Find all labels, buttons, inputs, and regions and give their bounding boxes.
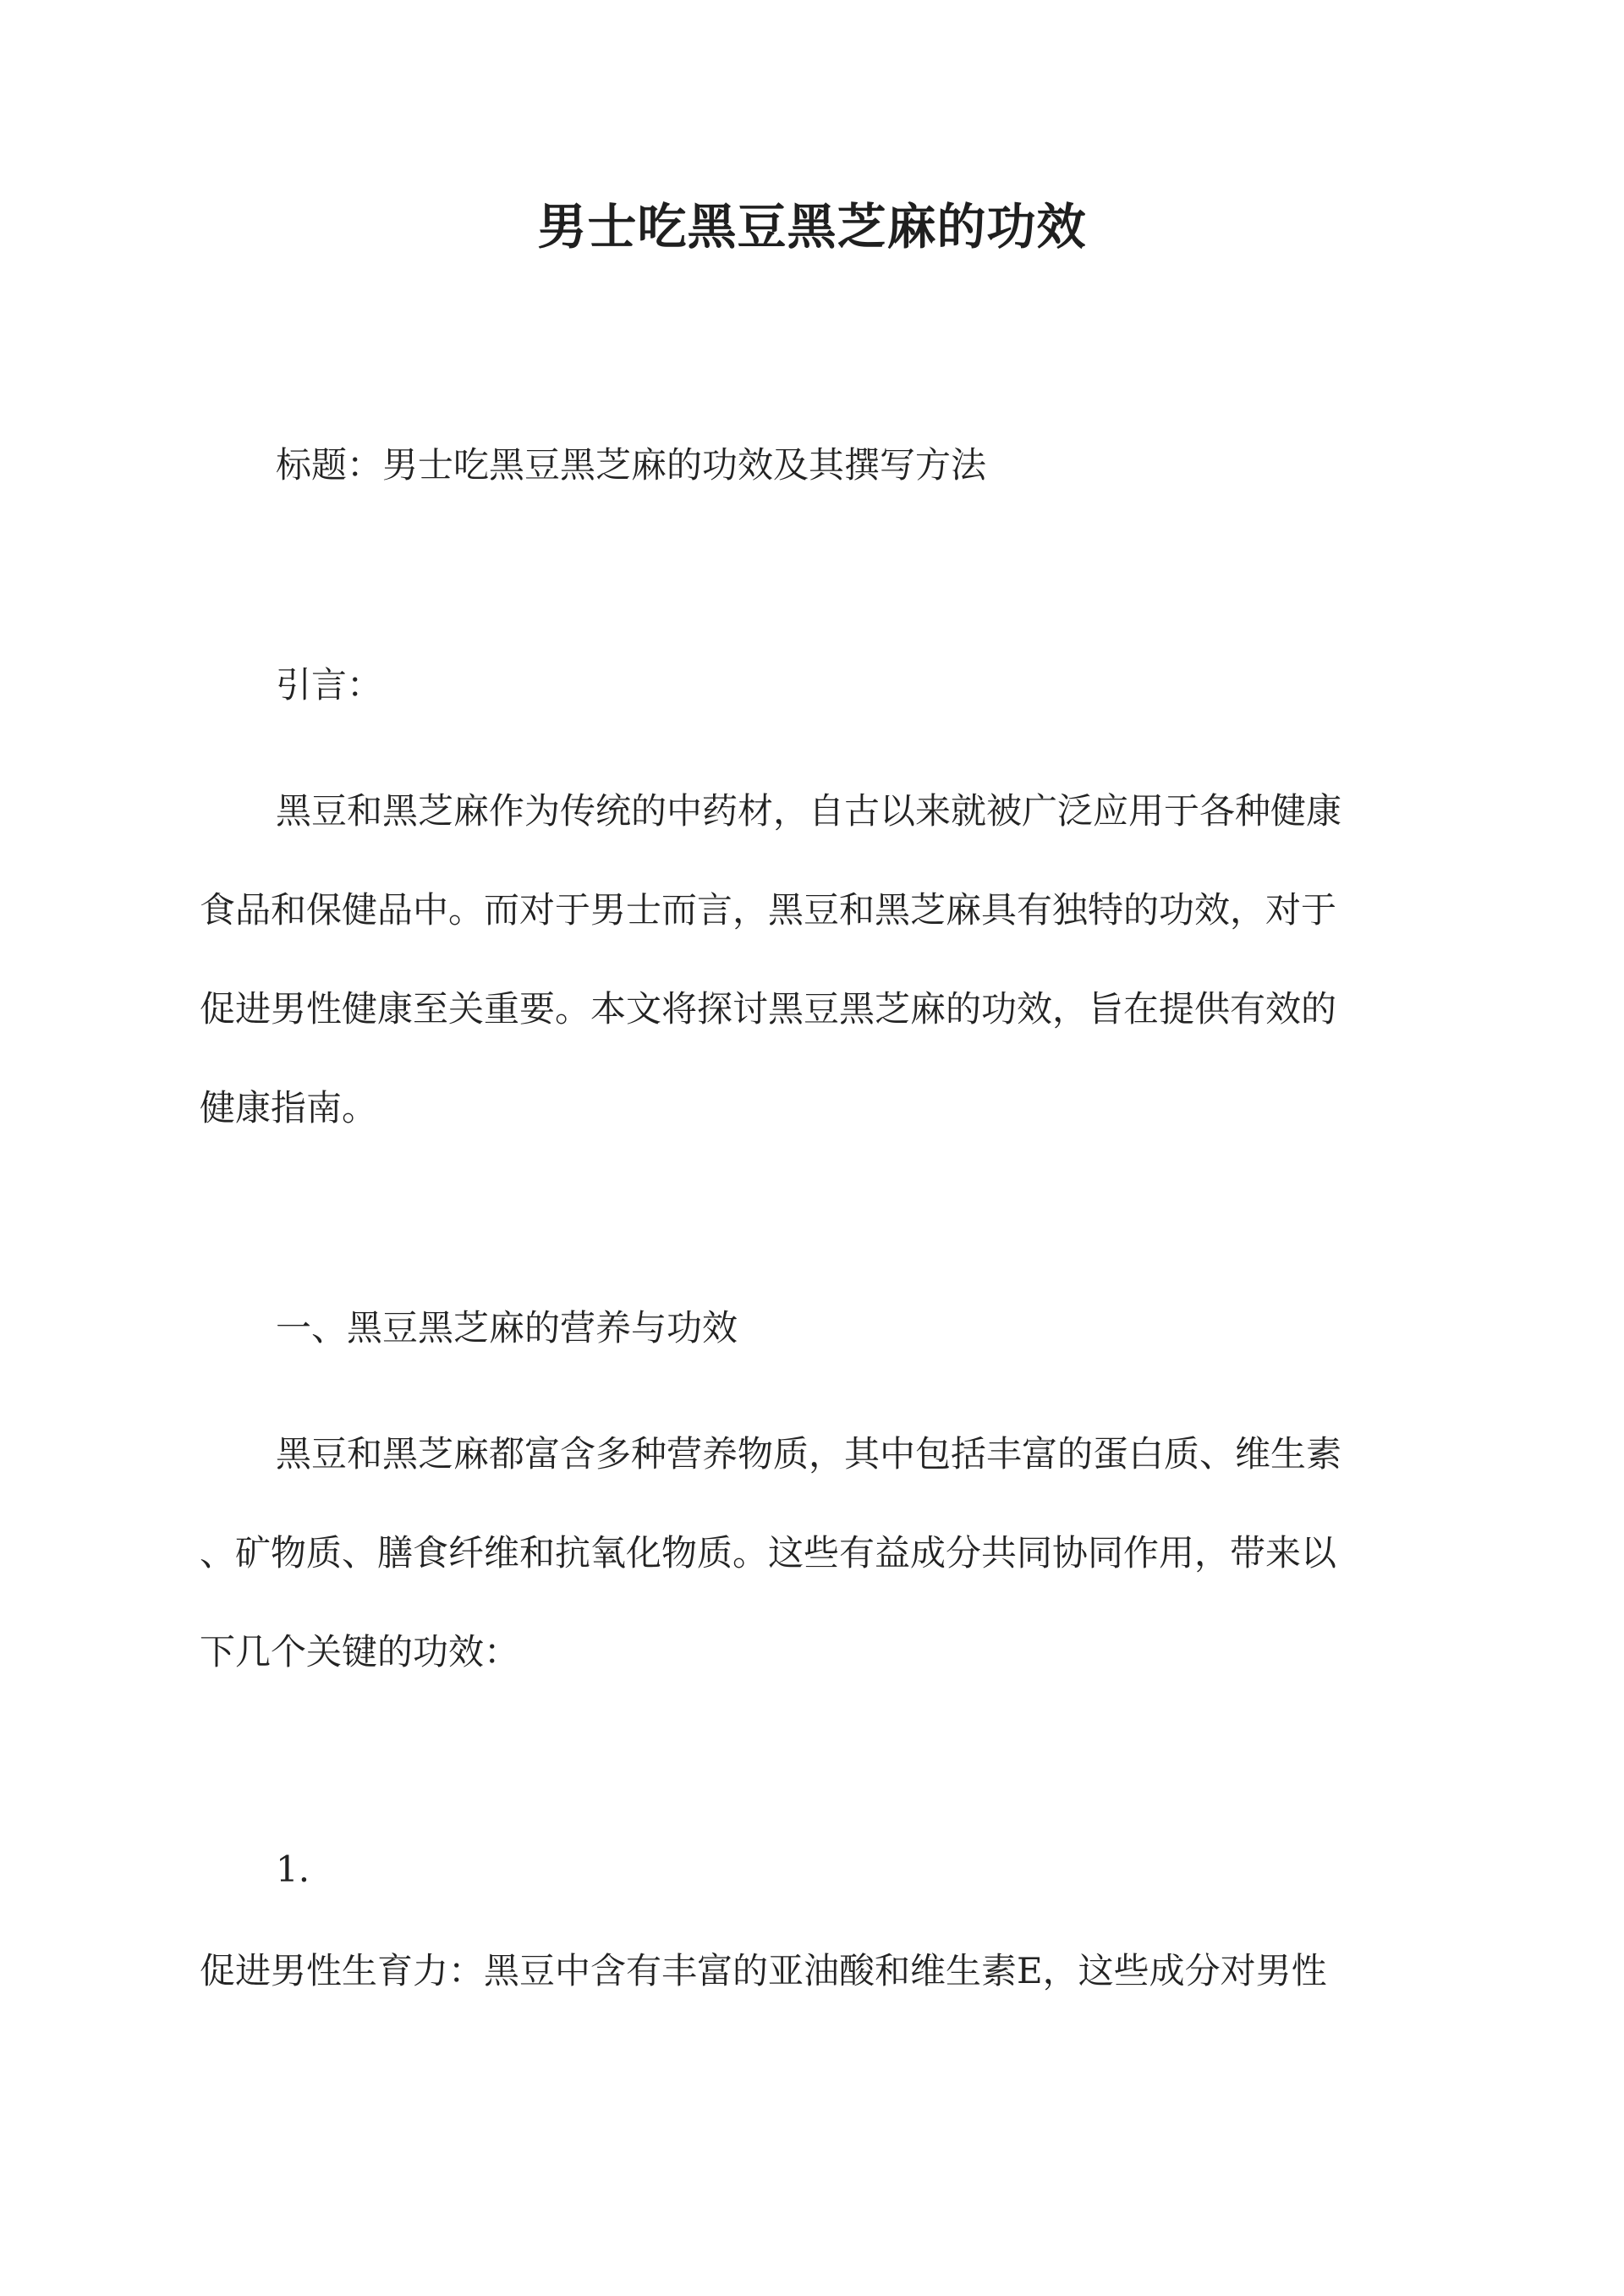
intro-line: 促进男性健康至关重要。本文将探讨黑豆黑芝麻的功效，旨在提供有效的 [200, 988, 1337, 1030]
intro-line: 食品和保健品中。而对于男士而言，黑豆和黑芝麻具有独特的功效，对于 [200, 889, 1337, 931]
section1-paragraph [200, 1404, 1424, 1701]
intro-line: 健康指南。 [200, 1087, 378, 1129]
intro-paragraph [200, 761, 1424, 1157]
list-item-number: 1. [276, 1848, 310, 1890]
section1-line: 下几个关键的功效： [200, 1631, 520, 1673]
section1-line: 、矿物质、膳食纤维和抗氧化物质。这些有益成分共同协同作用，带来以 [200, 1532, 1337, 1574]
subtitle-line: 标题：男士吃黑豆黑芝麻的功效及其撰写方法 [276, 444, 987, 486]
list-item-text: 促进男性生育力：黑豆中含有丰富的亚油酸和维生素E，这些成分对男性 [200, 1950, 1327, 1991]
section1-heading: 一、黑豆黑芝麻的营养与功效 [276, 1307, 738, 1348]
section1-line: 黑豆和黑芝麻都富含多种营养物质，其中包括丰富的蛋白质、维生素 [276, 1433, 1342, 1475]
intro-line: 黑豆和黑芝麻作为传统的中药材，自古以来就被广泛应用于各种健康 [276, 790, 1342, 832]
intro-heading: 引言： [276, 664, 383, 706]
document-title: 男士吃黑豆黑芝麻的功效 [537, 198, 1087, 255]
